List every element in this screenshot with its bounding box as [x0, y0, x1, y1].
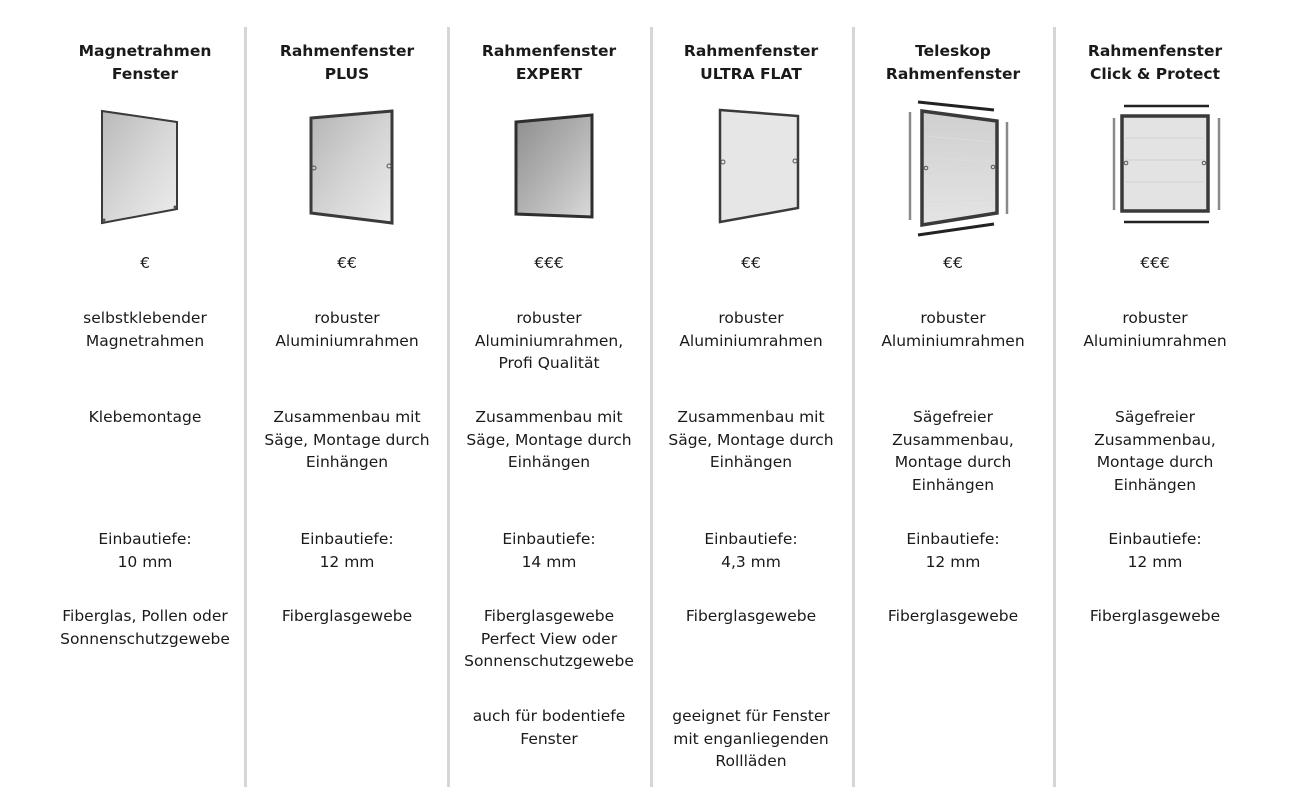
fabric-description: Fiberglas, Pollen oder Sonnenschutzgewebe	[60, 607, 230, 648]
frame-screen-plus-icon	[246, 96, 448, 246]
product-title: Rahmenfenster PLUS	[279, 42, 415, 83]
installation-depth: Einbautiefe: 10 mm	[98, 530, 192, 571]
product-column-expert	[448, 0, 650, 812]
product-column-teleskop	[852, 0, 1054, 812]
product-column-plus	[246, 0, 448, 812]
frame-description: robuster Aluminiumrahmen	[1083, 309, 1227, 350]
frame-description: robuster Aluminiumrahmen, Profi Qualität	[474, 309, 624, 372]
frame-screen-expert-icon	[448, 96, 650, 246]
product-column-magnetrahmen	[44, 0, 246, 812]
product-title: Magnetrahmen Fenster	[78, 42, 212, 83]
price-level: €€€	[1140, 254, 1170, 272]
installation-depth: Einbautiefe: 12 mm	[1108, 530, 1202, 571]
product-title: Rahmenfenster ULTRA FLAT	[683, 42, 819, 83]
frame-screen-ultra-flat-icon	[650, 96, 852, 246]
click-protect-frame-screen-icon	[1054, 96, 1256, 246]
price-level: €€	[943, 254, 963, 272]
mounting-description: Sägefreier Zusammenbau, Montage durch Einhängen	[1094, 408, 1216, 494]
mounting-description: Zusammenbau mit Säge, Montage durch Einhängen	[264, 408, 430, 471]
price-level: €	[140, 254, 150, 272]
installation-depth: Einbautiefe: 4,3 mm	[704, 530, 798, 571]
price-level: €€€	[534, 254, 564, 272]
fabric-description: Fiberglasgewebe	[1089, 607, 1221, 625]
installation-depth: Einbautiefe: 12 mm	[906, 530, 1000, 571]
installation-depth: Einbautiefe: 12 mm	[300, 530, 394, 571]
product-title: Rahmenfenster EXPERT	[481, 42, 617, 83]
product-column-click-protect	[1054, 0, 1256, 812]
mounting-description: Klebemontage	[88, 408, 202, 426]
extra-note: geeignet für Fenster mit enganliegenden Rollläden	[672, 707, 830, 770]
mounting-description: Zusammenbau mit Säge, Montage durch Einhängen	[668, 408, 834, 471]
product-comparison-table	[44, 0, 1258, 812]
fabric-description: Fiberglasgewebe	[887, 607, 1019, 625]
product-title: Rahmenfenster Click & Protect	[1087, 42, 1223, 83]
fabric-description: Fiberglasgewebe	[281, 607, 413, 625]
frame-description: selbstklebender Magnetrahmen	[83, 309, 207, 350]
mounting-description: Sägefreier Zusammenbau, Montage durch Einhängen	[892, 408, 1014, 494]
extra-note: auch für bodentiefe Fenster	[472, 707, 626, 748]
frame-description: robuster Aluminiumrahmen	[881, 309, 1025, 350]
magnet-frame-screen-icon	[44, 96, 246, 246]
fabric-description: Fiberglasgewebe Perfect View oder Sonnenschutzgewebe	[464, 607, 634, 670]
fabric-description: Fiberglasgewebe	[685, 607, 817, 625]
telescopic-frame-screen-icon	[852, 96, 1054, 246]
frame-description: robuster Aluminiumrahmen	[275, 309, 419, 350]
mounting-description: Zusammenbau mit Säge, Montage durch Einhängen	[466, 408, 632, 471]
price-level: €€	[741, 254, 761, 272]
frame-description: robuster Aluminiumrahmen	[679, 309, 823, 350]
installation-depth: Einbautiefe: 14 mm	[502, 530, 596, 571]
price-level: €€	[337, 254, 357, 272]
product-title: Teleskop Rahmenfenster	[885, 42, 1021, 83]
product-column-ultra-flat	[650, 0, 852, 812]
